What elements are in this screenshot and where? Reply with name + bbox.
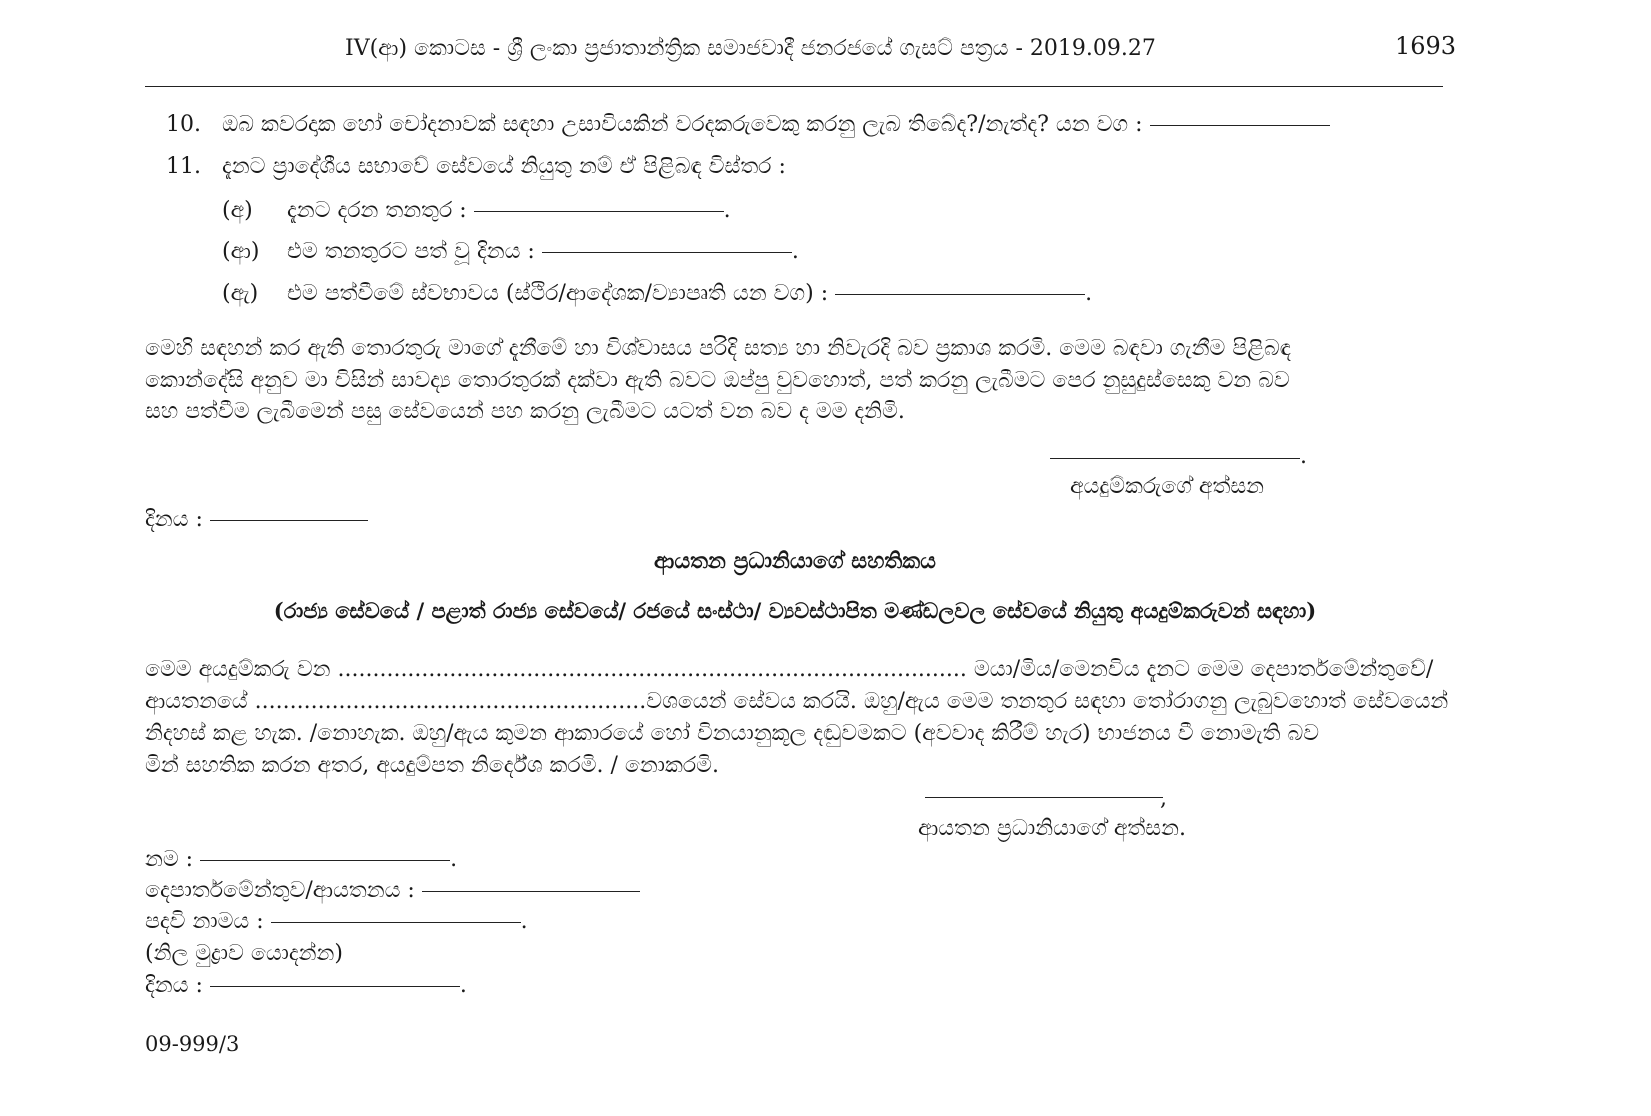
footer-code: 09-999/3 (145, 1032, 240, 1056)
subitem-a: (අ) දැනට දරන තනතුර : . (222, 196, 731, 226)
gazette-header-title: IV(ආ) කොටස - ශ්‍රී ලංකා ප්‍රජාතාන්ත්‍රික සමාජවාදී ජනරජයේ ගැසට් පත්‍රය - 2019.09.27 (345, 36, 1156, 61)
cert-line2-b: වශයෙන් සේවය කරයි. ඔහු/ඇය මෙම තනතුර සඳහා තෝරාගනු ලැබුවහොත් සේවයෙන් (646, 689, 1449, 714)
item-11-text: දැනට ප්‍රාදේශීය සභාවේ සේවයේ නියුතු නම් ඒ පිළිබඳ විස්තර : (222, 154, 786, 179)
head-signature-line (925, 797, 1163, 798)
certificate-title: ආයතන ප්‍රධානියාගේ සහතිකය (654, 548, 936, 574)
subitem-ae: (ඇ) එම පත්වීමේ ස්වභාවය (ස්ථිර/ආදේශක/ව්‍යාපෘති යන වග) : . (222, 279, 1092, 309)
field-date-line (210, 986, 460, 987)
subitem-aa-line (542, 252, 792, 253)
certificate-line-1 (145, 655, 1433, 685)
cert-line2-dots: ........................................................ (254, 689, 647, 714)
field-official-seal (145, 939, 343, 969)
cert-line1-b: මයා/මිය/මෙනවිය දැනට මෙම දෙපාර්තමේන්තුවේ/ (973, 657, 1434, 682)
certificate-line-2 (145, 687, 1448, 717)
subitem-ae-text: එම පත්වීමේ ස්වභාවය (ස්ථිර/ආදේශක/ව්‍යාපෘති යන වග) : (287, 281, 829, 306)
field-department (145, 876, 640, 906)
declaration-date (145, 505, 368, 535)
header-divider (145, 86, 1443, 87)
declaration-date-label: දිනය : (145, 507, 203, 532)
declaration-line-2: කොන්දේසි අනුව මා විසින් සාවද්‍ය තොරතුරක් දක්වා ඇති බවට ඔප්පු වුවහොත්, පත් කරනු ලැබීමට පෙර නුසුදුස්සෙකු වන බව (145, 368, 1290, 393)
item-10-answer-line (1150, 125, 1330, 126)
page-number: 1693 (1395, 32, 1457, 60)
field-designation-line (271, 922, 521, 923)
declaration-line-1: මෙහි සඳහන් කර ඇති තොරතුරු මාගේ දැනීමේ හා විශ්වාසය පරිදි සත්‍ය හා නිවැරදි බව ප්‍රකාශ කරමි. මෙම බඳවා ගැනීම පිළිබඳ (145, 336, 1291, 361)
field-date-label: දිනය : (145, 973, 203, 998)
subitem-a-label: (අ) (222, 198, 253, 223)
certificate-line-3: නිදහස් කළ හැක. /නොහැක. ඔහු/ඇය කුමන ආකාරයේ හෝ විනයානුකූල දඬුවමකට (අවවාද කිරීම් හැර) භාජනය වී නොමැති බව (145, 721, 1320, 746)
field-name-label: නම : (145, 847, 194, 872)
cert-line1-dots: .......................................................................................... (337, 657, 967, 682)
field-designation-label: පදවි නාමය : (145, 909, 264, 934)
item-10-text (222, 110, 1330, 140)
item-11-number: 11. (166, 154, 201, 179)
certificate-subtitle: (රාජ්‍ය සේවයේ / පළාත් රාජ්‍ය සේවයේ/ රජයේ සංස්ථා/ ව්‍යවස්ථාපිත මණ්ඩලවල සේවයේ නියුතු අයදුම්කරුවන් සඳහා) (273, 598, 1317, 623)
applicant-signature-line (1050, 458, 1300, 459)
cert-line2-a: ආයතනයේ (145, 689, 248, 714)
certificate-line-4: මින් සහතික කරන අතර, අයදුම්පත නිර්දේශ කරමි. / නොකරමි. (145, 753, 719, 778)
declaration-line-3: සහ පත්වීම ලැබීමෙන් පසු සේවයෙන් පහ කරනු ලැබීමට යටත් වන බව ද මම දනිමි. (145, 399, 905, 424)
subitem-a-text: දැනට දරන තනතුර : (287, 198, 467, 223)
head-signature-label: ආයතන ප්‍රධානියාගේ අත්සන. (918, 816, 1186, 841)
field-department-label: දෙපාර්තමේන්තුව/ආයතනය : (145, 878, 415, 903)
subitem-aa-text: එම තනතුරට පත් වූ දිනය : (287, 239, 535, 264)
subitem-a-line (474, 211, 724, 212)
field-date: දිනය : . (145, 973, 467, 998)
field-name: නම : . (145, 847, 458, 872)
field-name-line (200, 860, 450, 861)
applicant-signature-label: අයදුම්කරුගේ අත්සන (1070, 474, 1265, 499)
subitem-ae-line (835, 294, 1085, 295)
field-designation: පදවි නාමය : . (145, 909, 528, 934)
declaration-date-line (210, 520, 368, 521)
subitem-ae-label: (ඇ) (222, 281, 259, 306)
subitem-aa-label: (ආ) (222, 239, 260, 264)
item-10-question: ඔබ කවරදාක හෝ චෝදනාවක් සඳහා උසාවියකින් වරදකරුවෙකු කරනු ලැබ තිබේද?/නැත්ද? යන වග : (222, 112, 1143, 137)
field-official-seal-label: (නිල මුද්‍රාව යොදන්න) (145, 941, 343, 966)
subitem-aa: (ආ) එම තනතුරට පත් වූ දිනය : . (222, 237, 799, 267)
item-10-number: 10. (166, 112, 201, 137)
cert-line1-a: මෙම අයදුම්කරු වන (145, 657, 331, 682)
field-department-line (422, 891, 640, 892)
